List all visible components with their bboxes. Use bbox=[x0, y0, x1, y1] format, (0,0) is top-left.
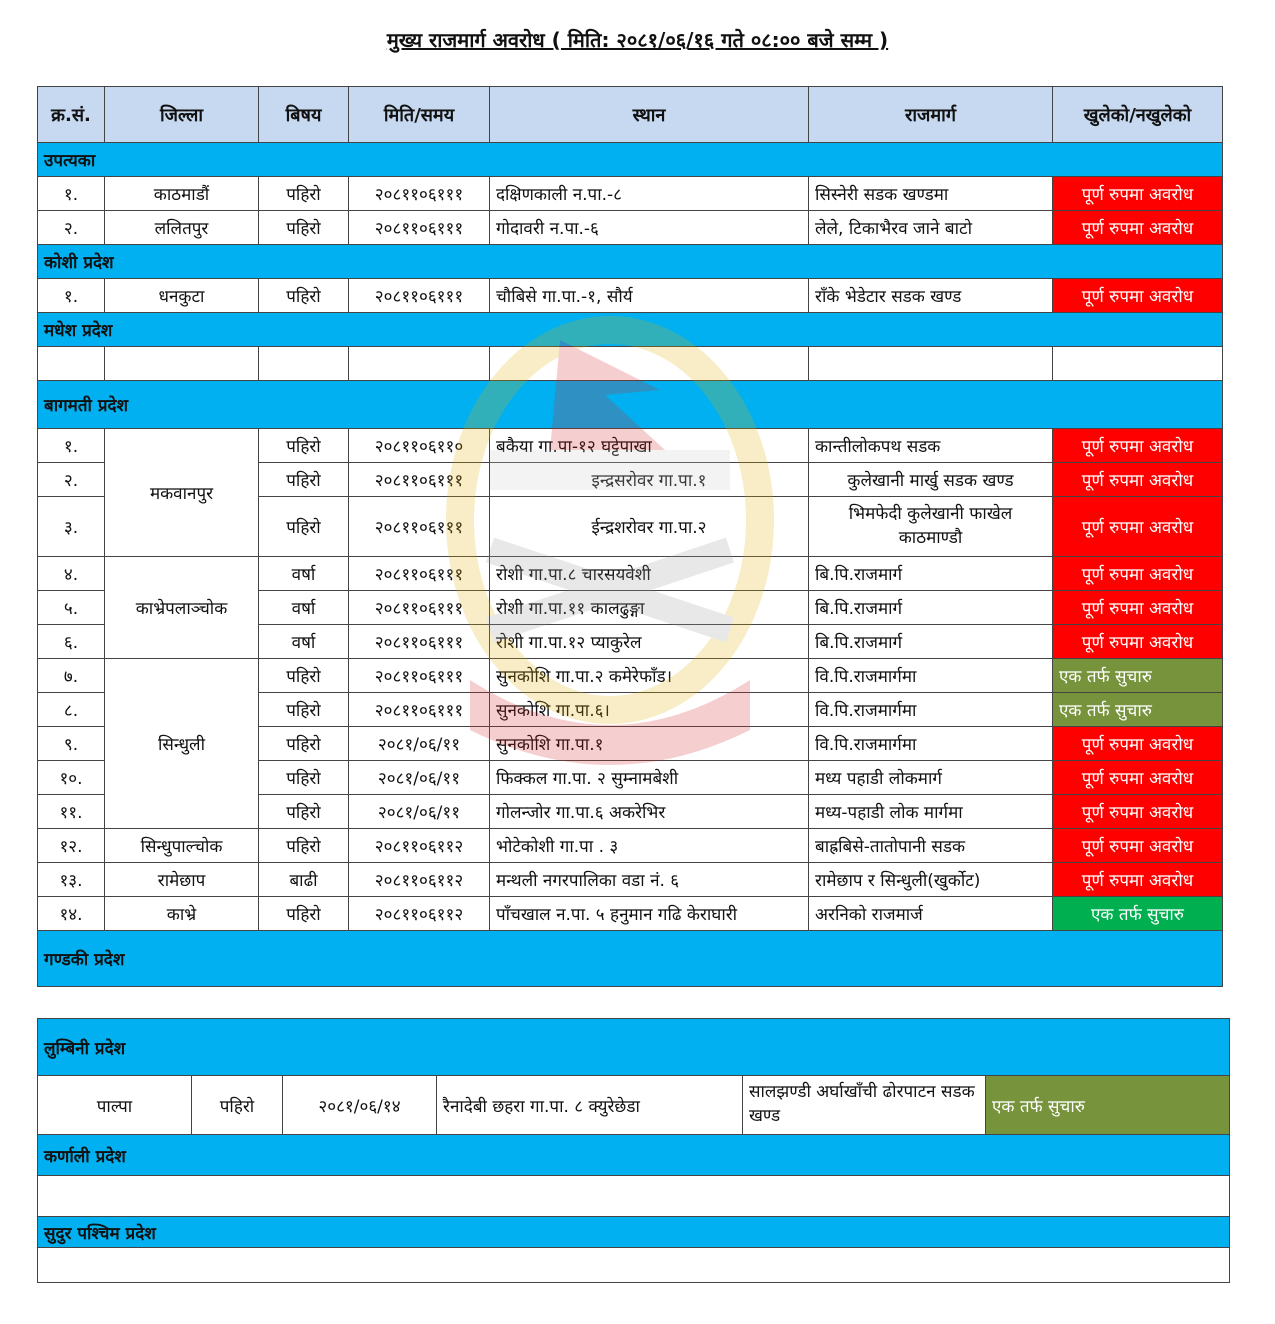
cell-district: ललितपुर bbox=[105, 211, 259, 245]
cell-road: राँके भेडेटार सडक खण्ड bbox=[809, 279, 1053, 313]
header-district: जिल्ला bbox=[105, 87, 259, 143]
section-koshi: कोशी प्रदेश bbox=[38, 245, 1223, 279]
cell-place: गोलन्जोर गा.पा.६ अकरेभिर bbox=[490, 795, 809, 829]
status-badge: पूर्ण रुपमा अवरोध bbox=[1053, 727, 1223, 761]
cell-district: काभ्रे bbox=[105, 897, 259, 931]
status-badge: पूर्ण रुपमा अवरोध bbox=[1053, 829, 1223, 863]
status-badge: पूर्ण रुपमा अवरोध bbox=[1053, 463, 1223, 497]
cell-road: वि.पि.राजमार्गमा bbox=[809, 727, 1053, 761]
status-badge: पूर्ण रुपमा अवरोध bbox=[1053, 795, 1223, 829]
cell-road: मध्य-पहाडी लोक मार्गमा bbox=[809, 795, 1053, 829]
cell-date: २०८११०६१११ bbox=[349, 557, 490, 591]
cell-type: पहिरो bbox=[259, 211, 349, 245]
cell-district: मकवानपुर bbox=[105, 429, 259, 557]
cell-sn: १. bbox=[38, 429, 105, 463]
section-row bbox=[38, 143, 1223, 177]
cell-date: २०८११०६१११ bbox=[349, 497, 490, 557]
status-badge: पूर्ण रुपमा अवरोध bbox=[1053, 761, 1223, 795]
section-row bbox=[38, 1217, 1230, 1248]
cell-sn: १४. bbox=[38, 897, 105, 931]
cell-date: २०८११०६१११ bbox=[349, 659, 490, 693]
section-karnali: कर्णाली प्रदेश bbox=[38, 1135, 1230, 1176]
cell-place: रोशी गा.पा.८ चारसयवेशी bbox=[490, 557, 809, 591]
cell-type: वर्षा bbox=[259, 591, 349, 625]
section-gandaki: गण्डकी प्रदेश bbox=[38, 931, 1223, 987]
cell-type: पहिरो bbox=[259, 177, 349, 211]
cell-date: २०८११०६१११ bbox=[349, 463, 490, 497]
cell-sn: ११. bbox=[38, 795, 105, 829]
status-badge: पूर्ण रुपमा अवरोध bbox=[1053, 557, 1223, 591]
cell-road: बि.पि.राजमार्ग bbox=[809, 591, 1053, 625]
cell-date: २०८११०६१११ bbox=[349, 279, 490, 313]
cell-date: २०८११०६११२ bbox=[349, 863, 490, 897]
cell-road: बि.पि.राजमार्ग bbox=[809, 557, 1053, 591]
cell-place: भोटेकोशी गा.पा . ३ bbox=[490, 829, 809, 863]
highway-table-2 bbox=[37, 1018, 1230, 1283]
table-row bbox=[38, 897, 1223, 931]
header-road: राजमार्ग bbox=[809, 87, 1053, 143]
cell-road: वि.पि.राजमार्गमा bbox=[809, 693, 1053, 727]
cell-date: २०८१/०६/११ bbox=[349, 727, 490, 761]
cell-date: २०८११०६११२ bbox=[349, 829, 490, 863]
cell-road: कान्तीलोकपथ सडक bbox=[809, 429, 1053, 463]
cell-sn: ६. bbox=[38, 625, 105, 659]
table-row bbox=[38, 177, 1223, 211]
table-row bbox=[38, 659, 1223, 693]
section-row bbox=[38, 381, 1223, 429]
cell-type: पहिरो bbox=[259, 659, 349, 693]
status-badge: एक तर्फ सुचारु bbox=[1053, 897, 1223, 931]
cell-date: २०८११०६१११ bbox=[349, 693, 490, 727]
cell-road: बि.पि.राजमार्ग bbox=[809, 625, 1053, 659]
cell-type: पहिरो bbox=[259, 693, 349, 727]
status-badge: पूर्ण रुपमा अवरोध bbox=[1053, 497, 1223, 557]
cell-place: गोदावरी न.पा.-६ bbox=[490, 211, 809, 245]
table-row bbox=[38, 429, 1223, 463]
cell-place: सुनकोशि गा.पा.१ bbox=[490, 727, 809, 761]
cell-type: पहिरो bbox=[259, 795, 349, 829]
cell-road: सालझण्डी अर्घाखाँची ढोरपाटन सडक खण्ड bbox=[743, 1076, 986, 1135]
status-badge: एक तर्फ सुचारु bbox=[1053, 659, 1223, 693]
cell-place: चौबिसे गा.पा.-१, सौर्य bbox=[490, 279, 809, 313]
status-badge: पूर्ण रुपमा अवरोध bbox=[1053, 211, 1223, 245]
section-row bbox=[38, 313, 1223, 347]
cell-date: २०८११०६१११ bbox=[349, 211, 490, 245]
cell-place: मन्थली नगरपालिका वडा नं. ६ bbox=[490, 863, 809, 897]
cell-date: २०८११०६११२ bbox=[349, 897, 490, 931]
cell-date: २०८११०६१११ bbox=[349, 177, 490, 211]
cell-type: वर्षा bbox=[259, 557, 349, 591]
cell-place: बकैया गा.पा-१२ घट्टेपाखा bbox=[490, 429, 809, 463]
cell-type: पहिरो bbox=[259, 727, 349, 761]
cell-road: लेले, टिकाभैरव जाने बाटो bbox=[809, 211, 1053, 245]
header-status: खुलेको/नखुलेको bbox=[1053, 87, 1223, 143]
table-row bbox=[38, 1076, 1230, 1135]
cell-sn: १२. bbox=[38, 829, 105, 863]
status-badge: एक तर्फ सुचारु bbox=[986, 1076, 1230, 1135]
cell-type: पहिरो bbox=[259, 463, 349, 497]
cell-type: पहिरो bbox=[259, 429, 349, 463]
header-sn: क्र.सं. bbox=[38, 87, 105, 143]
cell-district: काठमाडौं bbox=[105, 177, 259, 211]
table-row bbox=[38, 863, 1223, 897]
cell-road: बाह्रबिसे-तातोपानी सडक bbox=[809, 829, 1053, 863]
header-place: स्थान bbox=[490, 87, 809, 143]
cell-district: पाल्पा bbox=[38, 1076, 192, 1135]
cell-road: अरनिको राजमार्ज bbox=[809, 897, 1053, 931]
status-badge: पूर्ण रुपमा अवरोध bbox=[1053, 279, 1223, 313]
cell-district: सिन्धुपाल्चोक bbox=[105, 829, 259, 863]
cell-sn: ४. bbox=[38, 557, 105, 591]
cell-place: पाँचखाल न.पा. ५ हनुमान गढि केराघारी bbox=[490, 897, 809, 931]
cell-type: पहिरो bbox=[259, 761, 349, 795]
cell-district: काभ्रेपलाञ्चोक bbox=[105, 557, 259, 659]
cell-road: भिमफेदी कुलेखानी फाखेल काठमाण्डौ bbox=[809, 497, 1053, 557]
table-row bbox=[38, 557, 1223, 591]
section-madhesh: मधेश प्रदेश bbox=[38, 313, 1223, 347]
cell-place: सुनकोशि गा.पा.२ कमेरेफाँड। bbox=[490, 659, 809, 693]
cell-sn: ७. bbox=[38, 659, 105, 693]
empty-row bbox=[38, 1176, 1230, 1217]
cell-place: रोशी गा.पा.११ कालढुङ्गा bbox=[490, 591, 809, 625]
cell-sn: ३. bbox=[38, 497, 105, 557]
cell-date: २०८११०६११० bbox=[349, 429, 490, 463]
page-title: मुख्य राजमार्ग अवरोध ( मिति: २०८१/०६/१६ गते ०८:०० बजे सम्म ) bbox=[386, 28, 889, 52]
cell-road: रामेछाप र सिन्धुली(खुर्कोट) bbox=[809, 863, 1053, 897]
header-type: बिषय bbox=[259, 87, 349, 143]
cell-type: पहिरो bbox=[259, 279, 349, 313]
status-badge: पूर्ण रुपमा अवरोध bbox=[1053, 177, 1223, 211]
status-badge: पूर्ण रुपमा अवरोध bbox=[1053, 429, 1223, 463]
cell-district: सिन्धुली bbox=[105, 659, 259, 829]
section-row bbox=[38, 1135, 1230, 1176]
section-row bbox=[38, 245, 1223, 279]
cell-place: रैनादेबी छहरा गा.पा. ८ क्युरेछेडा bbox=[437, 1076, 743, 1135]
cell-road: वि.पि.राजमार्गमा bbox=[809, 659, 1053, 693]
section-bagmati: बागमती प्रदेश bbox=[38, 381, 1223, 429]
cell-place: रोशी गा.पा.१२ प्याकुरेल bbox=[490, 625, 809, 659]
cell-sn: ८. bbox=[38, 693, 105, 727]
empty-row bbox=[38, 347, 1223, 381]
cell-sn: १३. bbox=[38, 863, 105, 897]
cell-type: वर्षा bbox=[259, 625, 349, 659]
section-row bbox=[38, 1019, 1230, 1076]
status-badge: एक तर्फ सुचारु bbox=[1053, 693, 1223, 727]
cell-sn: १. bbox=[38, 279, 105, 313]
section-sudurpashchim: सुदुर पश्चिम प्रदेश bbox=[38, 1217, 1230, 1248]
cell-district: धनकुटा bbox=[105, 279, 259, 313]
highway-table bbox=[37, 86, 1223, 987]
empty-row bbox=[38, 1248, 1230, 1283]
section-lumbini: लुम्बिनी प्रदेश bbox=[38, 1019, 1230, 1076]
cell-sn: १. bbox=[38, 177, 105, 211]
table-row bbox=[38, 829, 1223, 863]
status-badge: पूर्ण रुपमा अवरोध bbox=[1053, 591, 1223, 625]
cell-road: मध्य पहाडी लोकमार्ग bbox=[809, 761, 1053, 795]
cell-date: २०८११०६१११ bbox=[349, 591, 490, 625]
section-row bbox=[38, 931, 1223, 987]
cell-type: पहिरो bbox=[259, 897, 349, 931]
cell-road: सिस्नेरी सडक खण्डमा bbox=[809, 177, 1053, 211]
cell-date: २०८१/०६/१४ bbox=[283, 1076, 437, 1135]
cell-sn: १०. bbox=[38, 761, 105, 795]
cell-place: फिक्कल गा.पा. २ सुम्नामबेशी bbox=[490, 761, 809, 795]
table-row bbox=[38, 211, 1223, 245]
cell-date: २०८११०६१११ bbox=[349, 625, 490, 659]
section-valley: उपत्यका bbox=[38, 143, 1223, 177]
cell-district: रामेछाप bbox=[105, 863, 259, 897]
cell-date: २०८१/०६/११ bbox=[349, 795, 490, 829]
cell-place: इन्द्रसरोवर गा.पा.१ bbox=[490, 463, 809, 497]
cell-type: बाढी bbox=[259, 863, 349, 897]
status-badge: पूर्ण रुपमा अवरोध bbox=[1053, 863, 1223, 897]
cell-date: २०८१/०६/११ bbox=[349, 761, 490, 795]
cell-place: दक्षिणकाली न.पा.-८ bbox=[490, 177, 809, 211]
cell-sn: ५. bbox=[38, 591, 105, 625]
cell-sn: ९. bbox=[38, 727, 105, 761]
cell-type: पहिरो bbox=[259, 829, 349, 863]
table-row bbox=[38, 279, 1223, 313]
header-row bbox=[38, 87, 1223, 143]
cell-sn: २. bbox=[38, 211, 105, 245]
cell-road: कुलेखानी मार्खु सडक खण्ड bbox=[809, 463, 1053, 497]
cell-type: पहिरो bbox=[192, 1076, 283, 1135]
header-date: मिति/समय bbox=[349, 87, 490, 143]
cell-type: पहिरो bbox=[259, 497, 349, 557]
status-badge: पूर्ण रुपमा अवरोध bbox=[1053, 625, 1223, 659]
cell-sn: २. bbox=[38, 463, 105, 497]
cell-place: ईन्द्रशरोवर गा.पा.२ bbox=[490, 497, 809, 557]
cell-place: सुनकोशि गा.पा.६। bbox=[490, 693, 809, 727]
